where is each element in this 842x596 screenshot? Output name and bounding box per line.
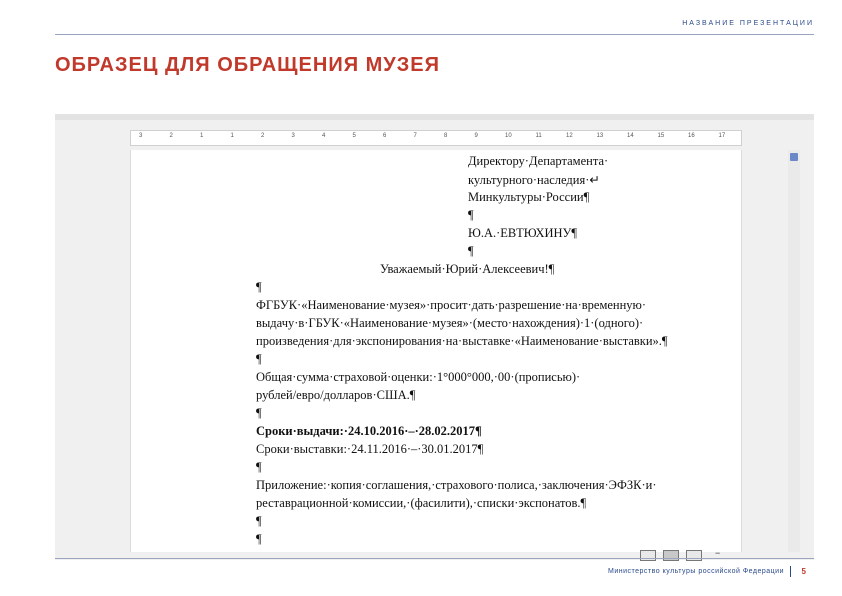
document-page[interactable] <box>130 150 742 552</box>
salutation: Уважаемый·Юрий·Алексеевич!¶ <box>380 262 555 276</box>
web-layout-icon[interactable] <box>686 550 702 561</box>
horizontal-ruler[interactable] <box>130 130 742 146</box>
request-line-3: произведения·для·экспонирования·на·выставке·«Наименование·выставки».¶ <box>256 334 668 348</box>
ruler-tick: 5 <box>352 133 356 139</box>
ruler-tick: 3 <box>139 133 143 139</box>
addressee-line-3: Минкультуры·России¶ <box>468 190 590 204</box>
footer-separator <box>790 566 791 577</box>
addressee-line-4: ¶ <box>468 208 474 222</box>
ruler-tick: 8 <box>444 133 448 139</box>
ruler-tick: 15 <box>657 133 665 139</box>
slide-header: НАЗВАНИЕ ПРЕЗЕНТАЦИИ <box>682 20 814 27</box>
insurance-line-2: рублей/евро/долларов·США.¶ <box>256 388 416 402</box>
paragraph-mark: ¶ <box>256 514 262 528</box>
ruler-tick: 1 <box>200 133 204 139</box>
read-mode-icon[interactable] <box>640 550 656 561</box>
footer-rule <box>55 558 814 559</box>
word-window <box>55 114 814 560</box>
insurance-line-1: Общая·сумма·страховой·оценки:·1°000°000,·00·(прописью)· <box>256 370 581 384</box>
paragraph-mark: ¶ <box>256 532 262 546</box>
slide-title: ОБРАЗЕЦ ДЛЯ ОБРАЩЕНИЯ МУЗЕЯ <box>55 54 440 76</box>
scroll-thumb[interactable] <box>790 153 798 161</box>
paragraph-mark: ¶ <box>256 460 262 474</box>
ruler-tick: 7 <box>413 133 417 139</box>
paragraph-mark: ¶ <box>256 352 262 366</box>
footer-text: Министерство культуры российской Федерации <box>607 568 784 575</box>
ruler-tick: 9 <box>474 133 478 139</box>
ruler-tick: 2 <box>261 133 265 139</box>
attachment-line-1: Приложение:·копия·соглашения,·страхового·полиса,·заключения·ЭФЗК·и· <box>256 478 657 492</box>
ruler-tick: 1 <box>230 133 234 139</box>
ruler-tick: 14 <box>627 133 634 139</box>
paragraph-mark: ¶ <box>256 280 262 294</box>
ruler-tick: 10 <box>505 133 512 139</box>
vertical-scrollbar[interactable] <box>788 150 800 552</box>
addressee-line-6: ¶ <box>468 244 474 258</box>
request-line-1: ФГБУК·«Наименование·музея»·просит·дать·разрешение·на·временную· <box>256 298 647 312</box>
addressee-line-5: Ю.А.·ЕВТЮХИНУ¶ <box>468 226 578 240</box>
addressee-line-2: культурного·наследия·↵ <box>468 173 600 187</box>
ruler-tick: 2 <box>169 133 173 139</box>
zoom-out-button[interactable]: − <box>715 548 721 558</box>
exhibition-terms: Сроки·выставки:·24.11.2016·–·30.01.2017¶ <box>256 442 484 456</box>
attachment-line-2: реставрационной·комиссии,·(фасилити),·списки·экспонатов.¶ <box>256 496 587 510</box>
header-rule <box>55 34 814 35</box>
request-line-2: выдачу·в·ГБУК·«Наименование·музея»·(место·нахождения)·1·(одного)· <box>256 316 644 330</box>
ruler-tick: 13 <box>596 133 604 139</box>
ruler-tick: 4 <box>322 133 326 139</box>
issue-terms: Сроки·выдачи:·24.10.2016·–·28.02.2017¶ <box>256 424 482 438</box>
paragraph-mark: ¶ <box>256 406 262 420</box>
ruler-tick: 3 <box>291 133 295 139</box>
print-layout-icon[interactable] <box>663 550 679 561</box>
ruler-tick: 12 <box>566 133 573 139</box>
ruler-tick: 11 <box>535 133 542 139</box>
page-number: 5 <box>801 567 806 576</box>
ruler-tick: 6 <box>383 133 387 139</box>
ruler-tick: 17 <box>718 133 726 139</box>
addressee-line-1: Директору·Департамента· <box>468 154 609 168</box>
ruler-tick: 16 <box>688 133 695 139</box>
vertical-ruler <box>55 150 67 552</box>
